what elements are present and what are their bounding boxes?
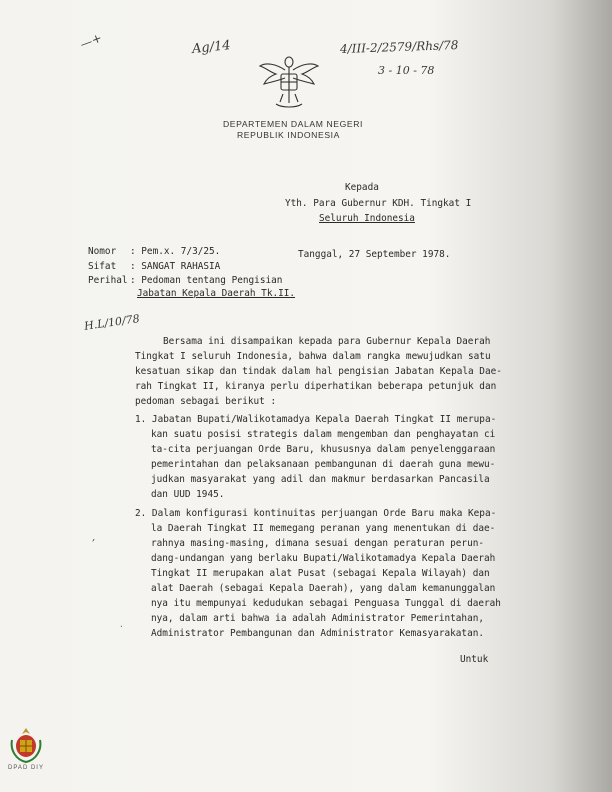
tanggal: Tanggal, 27 September 1978. <box>298 249 451 260</box>
intro-line: pedoman sebagai berikut : <box>135 396 277 407</box>
nomor-label: Nomor <box>88 246 117 257</box>
margin-mark: , <box>92 532 96 543</box>
recipient-line-1: Yth. Para Gubernur KDH. Tingkat I <box>285 198 472 209</box>
item-line: Tingkat II merupakan alat Pusat (sebagai Kepala Wilayah) dan <box>151 568 490 579</box>
intro-line: Bersama ini disampaikan kepada para Gubernur Kepala Daerah <box>163 336 491 347</box>
item-line: ta-cita perjuangan Orde Baru, khususnya dalam penyelenggaraan <box>151 444 496 455</box>
handwritten-reference-number: 4/III-2/2579/Rhs/78 <box>339 37 459 57</box>
perihal-value-2: Jabatan Kepala Daerah Tk.II. <box>137 288 296 299</box>
continuation-word: Untuk <box>460 654 489 665</box>
sifat-value: : SANGAT RAHASIA <box>130 261 221 272</box>
intro-line: kesatuan sikap dan tindak dalam hal pengisian Jabatan Kepala Dae- <box>135 366 502 377</box>
handwritten-archive-code: Ag/14 <box>191 38 232 57</box>
perihal-value-1: : Pedoman tentang Pengisian <box>130 275 283 286</box>
sifat-label: Sifat <box>88 261 117 272</box>
item-line: pemerintahan dan pelaksanaan pembangunan di daerah guna mewu- <box>151 459 496 470</box>
recipient-line-2: Seluruh Indonesia <box>319 213 415 224</box>
item-line: alat Daerah (sebagai Kepala Daerah), yang dalam kemanunggalan <box>151 583 496 594</box>
item-line: 1. Jabatan Bupati/Walikotamadya Kepala Daerah Tingkat II merupa- <box>135 414 497 425</box>
intro-line: Tingkat I seluruh Indonesia, bahwa dalam rangka mewujudkan satu <box>135 351 491 362</box>
department-name: DEPARTEMEN DALAM NEGERI <box>223 119 364 129</box>
dpad-logo-text: DPAD DIY <box>8 765 44 771</box>
item-line: dan UUD 1945. <box>151 489 225 500</box>
nomor-value: : Pem.x. 7/3/25. <box>130 246 221 257</box>
dpad-diy-logo-icon <box>6 726 46 764</box>
item-line: dang-undangan yang berlaku Bupati/Walikotamadya Kepala Daerah <box>151 553 496 564</box>
handwritten-date: 3 - 10 - 78 <box>378 64 435 77</box>
item-line: nya itu mempunyai kedudukan sebagai Penguasa Tunggal di daerah <box>151 598 501 609</box>
garuda-emblem-icon <box>258 50 320 112</box>
item-line: nya, dalam arti bahwa ia adalah Administrator Pemerintahan, <box>151 613 485 624</box>
corner-scribble: —+ <box>78 30 104 52</box>
item-line: la Daerah Tingkat II memegang peranan yang menentukan di dae- <box>151 523 496 534</box>
item-line: kan suatu posisi strategis dalam mengemban dan penghayatan ci <box>151 429 496 440</box>
margin-dot: · <box>119 622 124 631</box>
margin-note: H.L/10/78 <box>83 312 141 333</box>
intro-line: rah Tingkat II, kiranya perlu diperhatikan beberapa petunjuk dan <box>135 381 497 392</box>
republic-name: REPUBLIK INDONESIA <box>237 130 340 140</box>
perihal-label: Perihal <box>88 275 128 286</box>
item-line: 2. Dalam konfigurasi kontinuitas perjuangan Orde Baru maka Kepa- <box>135 508 497 519</box>
item-line: judkan masyarakat yang adil dan makmur berdasarkan Pancasila <box>151 474 490 485</box>
item-line: rahnya masing-masing, dimana sesuai dengan peraturan perun- <box>151 538 485 549</box>
recipient-label: Kepada <box>345 182 379 193</box>
item-line: Administrator Pembangunan dan Administrator Kemasyarakatan. <box>151 628 485 639</box>
